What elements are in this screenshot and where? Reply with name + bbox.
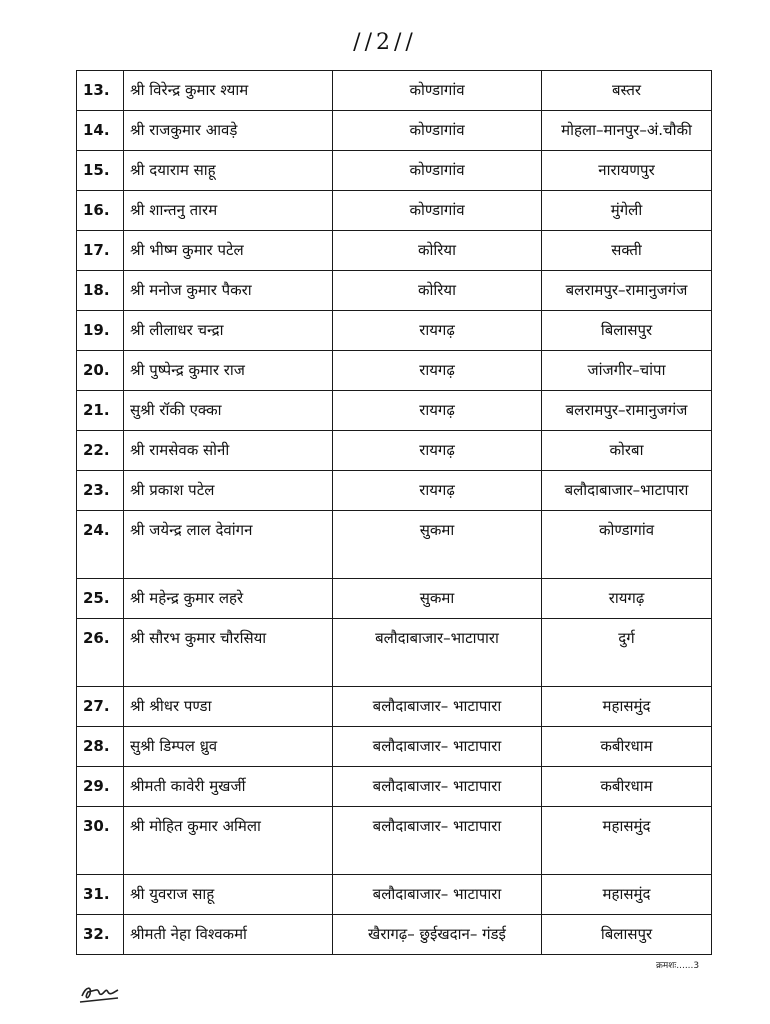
officer-name: श्री मोहित कुमार अमिला <box>124 807 333 875</box>
officer-name: श्री प्रकाश पटेल <box>124 471 333 511</box>
officer-name: सुश्री रॉकी एक्का <box>124 391 333 431</box>
serial-number: 28. <box>77 727 124 767</box>
officer-name: श्री पुष्पेन्द्र कुमार राज <box>124 351 333 391</box>
table-row <box>77 351 712 391</box>
officer-name: श्री जयेन्द्र लाल देवांगन <box>124 511 333 579</box>
new-posting: रायगढ़ <box>542 579 712 619</box>
table-row <box>77 807 712 875</box>
new-posting: कबीरधाम <box>542 767 712 807</box>
table-row <box>77 271 712 311</box>
officer-name: श्री मनोज कुमार पैकरा <box>124 271 333 311</box>
current-posting: कोण्डागांव <box>333 151 542 191</box>
table-row <box>77 727 712 767</box>
officer-name: श्री राजकुमार आवड़े <box>124 111 333 151</box>
current-posting: कोण्डागांव <box>333 71 542 111</box>
current-posting: कोण्डागांव <box>333 111 542 151</box>
serial-number: 30. <box>77 807 124 875</box>
current-posting: बलौदाबाजार– भाटापारा <box>333 875 542 915</box>
officer-name: श्री दयाराम साहू <box>124 151 333 191</box>
current-posting: कोरिया <box>333 271 542 311</box>
officer-name: श्री लीलाधर चन्द्रा <box>124 311 333 351</box>
current-posting: खैरागढ़– छुईखदान– गंडई <box>333 915 542 955</box>
officer-name: श्री रामसेवक सोनी <box>124 431 333 471</box>
new-posting: नारायणपुर <box>542 151 712 191</box>
table-row <box>77 687 712 727</box>
current-posting: बलौदाबाजार– भाटापारा <box>333 687 542 727</box>
table-row <box>77 151 712 191</box>
continued-marker: क्रमशः......3 <box>656 961 700 971</box>
serial-number: 19. <box>77 311 124 351</box>
table-row <box>77 311 712 351</box>
new-posting: मोहला–मानपुर–अं.चौकी <box>542 111 712 151</box>
current-posting: बलौदाबाजार–भाटापारा <box>333 619 542 687</box>
new-posting: महासमुंद <box>542 875 712 915</box>
serial-number: 13. <box>77 71 124 111</box>
current-posting: रायगढ़ <box>333 311 542 351</box>
new-posting: दुर्ग <box>542 619 712 687</box>
serial-number: 21. <box>77 391 124 431</box>
serial-number: 26. <box>77 619 124 687</box>
officer-name: श्री युवराज साहू <box>124 875 333 915</box>
new-posting: महासमुंद <box>542 687 712 727</box>
table-row <box>77 579 712 619</box>
serial-number: 31. <box>77 875 124 915</box>
officer-name: श्रीमती कावेरी मुखर्जी <box>124 767 333 807</box>
new-posting: कोण्डागांव <box>542 511 712 579</box>
table-row <box>77 111 712 151</box>
officer-name: श्री महेन्द्र कुमार लहरे <box>124 579 333 619</box>
serial-number: 14. <box>77 111 124 151</box>
serial-number: 24. <box>77 511 124 579</box>
new-posting: कोरबा <box>542 431 712 471</box>
table-row <box>77 471 712 511</box>
table-row <box>77 767 712 807</box>
new-posting: बलौदाबाजार–भाटापारा <box>542 471 712 511</box>
officer-name: श्री शान्तनु तारम <box>124 191 333 231</box>
current-posting: कोण्डागांव <box>333 191 542 231</box>
current-posting: कोरिया <box>333 231 542 271</box>
officer-name: श्रीमती नेहा विश्वकर्मा <box>124 915 333 955</box>
officer-name: श्री सौरभ कुमार चौरसिया <box>124 619 333 687</box>
new-posting: बिलासपुर <box>542 311 712 351</box>
table-row <box>77 231 712 271</box>
serial-number: 15. <box>77 151 124 191</box>
table-row <box>77 511 712 579</box>
table-row <box>77 619 712 687</box>
new-posting: बस्तर <box>542 71 712 111</box>
current-posting: सुकमा <box>333 579 542 619</box>
serial-number: 18. <box>77 271 124 311</box>
table-row <box>77 391 712 431</box>
serial-number: 22. <box>77 431 124 471</box>
current-posting: रायगढ़ <box>333 351 542 391</box>
officer-name: श्री विरेन्द्र कुमार श्याम <box>124 71 333 111</box>
serial-number: 16. <box>77 191 124 231</box>
signature-initials <box>78 980 122 1006</box>
serial-number: 27. <box>77 687 124 727</box>
table-row <box>77 191 712 231</box>
new-posting: बिलासपुर <box>542 915 712 955</box>
serial-number: 17. <box>77 231 124 271</box>
current-posting: बलौदाबाजार– भाटापारा <box>333 727 542 767</box>
current-posting: रायगढ़ <box>333 431 542 471</box>
new-posting: बलरामपुर–रामानुजगंज <box>542 391 712 431</box>
table-row <box>77 915 712 955</box>
new-posting: मुंगेली <box>542 191 712 231</box>
new-posting: सक्ती <box>542 231 712 271</box>
new-posting: बलरामपुर–रामानुजगंज <box>542 271 712 311</box>
current-posting: रायगढ़ <box>333 471 542 511</box>
table-row <box>77 71 712 111</box>
page-number: //2// <box>353 30 417 55</box>
new-posting: जांजगीर–चांपा <box>542 351 712 391</box>
serial-number: 29. <box>77 767 124 807</box>
officer-name: श्री श्रीधर पण्डा <box>124 687 333 727</box>
current-posting: बलौदाबाजार– भाटापारा <box>333 807 542 875</box>
officer-name: सुश्री डिम्पल ध्रुव <box>124 727 333 767</box>
serial-number: 32. <box>77 915 124 955</box>
new-posting: महासमुंद <box>542 807 712 875</box>
serial-number: 23. <box>77 471 124 511</box>
new-posting: कबीरधाम <box>542 727 712 767</box>
table-body <box>77 71 712 955</box>
transfer-list-table <box>76 70 712 955</box>
officer-name: श्री भीष्म कुमार पटेल <box>124 231 333 271</box>
current-posting: रायगढ़ <box>333 391 542 431</box>
serial-number: 25. <box>77 579 124 619</box>
current-posting: बलौदाबाजार– भाटापारा <box>333 767 542 807</box>
table-row <box>77 431 712 471</box>
table-row <box>77 875 712 915</box>
current-posting: सुकमा <box>333 511 542 579</box>
serial-number: 20. <box>77 351 124 391</box>
